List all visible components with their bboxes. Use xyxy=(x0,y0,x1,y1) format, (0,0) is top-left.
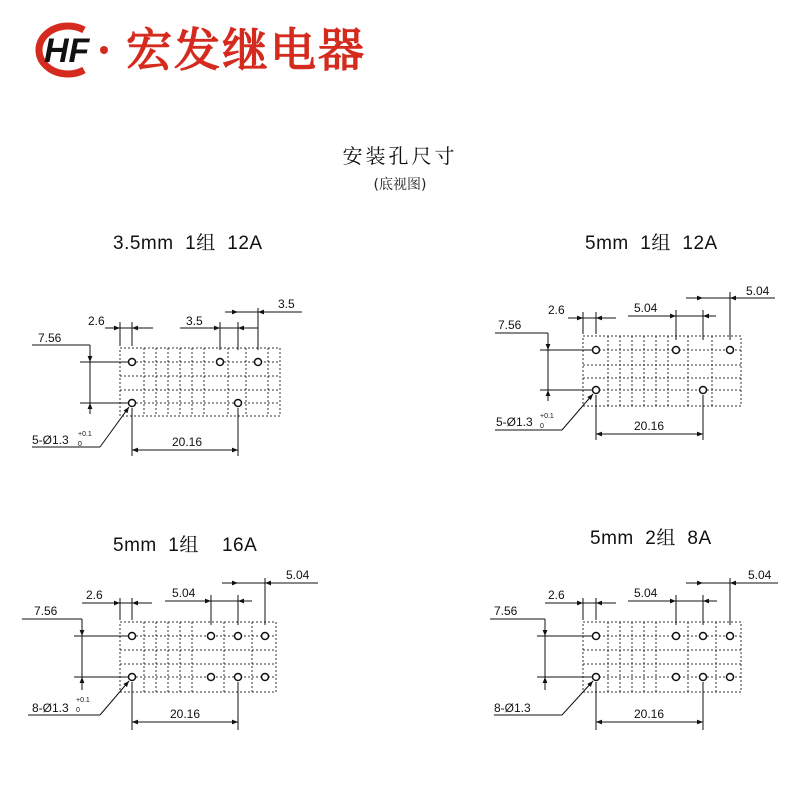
tolerance-minus: 0 xyxy=(540,423,544,430)
tolerance-plus: +0.1 xyxy=(76,697,90,704)
dim-left-offset: 2.6 xyxy=(88,314,105,328)
spec-label-1: 3.5mm 1组 12A xyxy=(113,233,263,254)
tolerance-plus: +0.1 xyxy=(540,413,554,420)
footprint-diagram-4 xyxy=(490,568,778,730)
dim-span: 20.16 xyxy=(172,435,203,449)
pin-hole xyxy=(727,633,734,640)
pin-hole xyxy=(129,359,136,366)
dim-left-offset: 2.6 xyxy=(548,588,565,602)
dim-pitch: 5.04 xyxy=(172,586,196,600)
pin-hole xyxy=(235,400,242,407)
tolerance-plus: +0.1 xyxy=(78,431,92,438)
dim-pitch: 5.04 xyxy=(634,586,658,600)
pin-hole xyxy=(208,633,215,640)
pin-hole xyxy=(262,674,269,681)
pin-hole xyxy=(700,674,707,681)
brand-name: 宏发继电器 xyxy=(126,23,366,77)
dim-row-height: 7.56 xyxy=(494,604,518,618)
dim-right-pitch: 5.04 xyxy=(286,568,310,582)
dim-left-offset: 2.6 xyxy=(548,303,565,317)
pcb-grid xyxy=(120,348,280,416)
dim-right-pitch: 5.04 xyxy=(746,284,770,298)
pin-hole xyxy=(593,347,600,354)
pin-hole xyxy=(129,633,136,640)
pin-hole xyxy=(235,674,242,681)
pin-hole xyxy=(129,674,136,681)
footprint-diagram-1 xyxy=(32,297,302,456)
tolerance-minus: 0 xyxy=(76,707,80,714)
pin-hole xyxy=(700,633,707,640)
dim-span: 20.16 xyxy=(170,707,201,721)
pin-hole xyxy=(593,674,600,681)
hole-diameter-label: 5-Ø1.3 xyxy=(32,433,69,447)
pin-hole xyxy=(727,674,734,681)
svg-text:HF: HF xyxy=(44,32,90,70)
dim-span: 20.16 xyxy=(634,419,665,433)
tolerance-minus: 0 xyxy=(78,441,82,448)
hole-diameter-label: 5-Ø1.3 xyxy=(496,415,533,429)
pin-hole xyxy=(700,387,707,394)
pin-hole xyxy=(208,674,215,681)
pin-hole xyxy=(235,633,242,640)
spec-label-2: 5mm 1组 12A xyxy=(585,233,718,254)
pin-hole xyxy=(673,674,680,681)
hole-diameter-label: 8-Ø1.3 xyxy=(494,701,531,715)
hole-diameter-label: 8-Ø1.3 xyxy=(32,701,69,715)
pin-hole xyxy=(217,359,224,366)
dim-row-height: 7.56 xyxy=(38,331,62,345)
dim-row-height: 7.56 xyxy=(34,604,58,618)
pin-hole xyxy=(255,359,262,366)
spec-label-4: 5mm 2组 8A xyxy=(590,528,712,549)
pin-hole xyxy=(673,347,680,354)
pin-hole xyxy=(262,633,269,640)
dim-pitch: 3.5 xyxy=(186,314,203,328)
dim-row-height: 7.56 xyxy=(498,318,522,332)
footprint-diagram-3 xyxy=(22,568,318,730)
dim-right-pitch: 5.04 xyxy=(748,568,772,582)
pin-hole xyxy=(727,347,734,354)
pin-hole xyxy=(673,633,680,640)
pin-hole xyxy=(593,387,600,394)
footprint-diagram-2 xyxy=(495,284,775,440)
pin-hole xyxy=(129,400,136,407)
dim-span: 20.16 xyxy=(634,707,665,721)
page-title: 安装孔尺寸 xyxy=(342,144,458,168)
page-subtitle: (底视图) xyxy=(373,177,427,193)
dim-pitch: 5.04 xyxy=(634,301,658,315)
spec-label-3: 5mm 1组 16A xyxy=(113,535,258,556)
pin-hole xyxy=(593,633,600,640)
dim-right-pitch: 3.5 xyxy=(278,297,295,311)
dim-left-offset: 2.6 xyxy=(86,588,103,602)
